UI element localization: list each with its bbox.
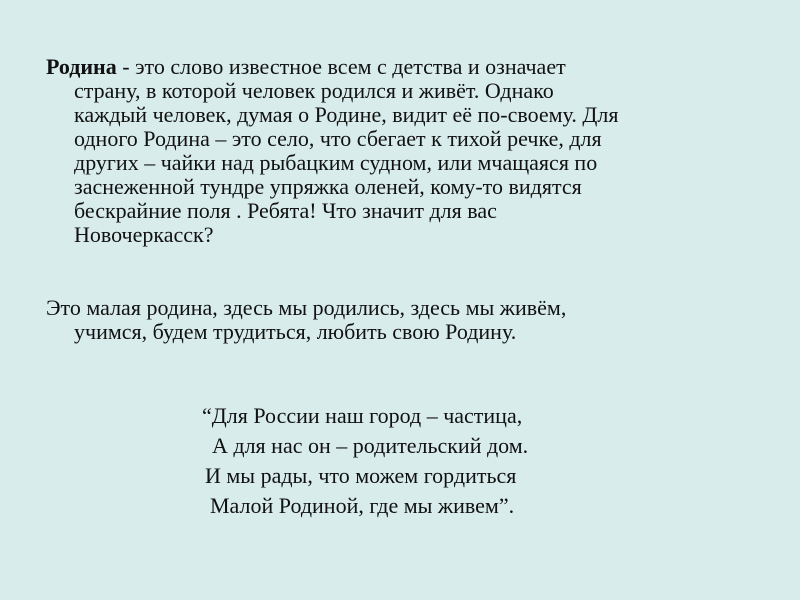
intro-line: заснеженной тундре упряжка оленей, кому-то видятся <box>74 174 582 199</box>
intro-line: Новочеркасск? <box>74 222 214 247</box>
poem-line: “Для России наш город – частица, <box>202 403 523 428</box>
small-homeland-line: Это малая родина, здесь мы родились, здесь мы живём, <box>46 295 567 320</box>
poem-line: А для нас он – родительский дом. <box>212 433 529 458</box>
intro-line: страну, в которой человек родился и живёт. Однако <box>74 78 554 103</box>
intro-line: бескрайние поля . Ребята! Что значит для вас <box>74 198 497 223</box>
intro-first-line <box>46 55 746 79</box>
poem-line: Малой Родиной, где мы живем”. <box>210 493 515 518</box>
bold-term: Родина <box>46 54 117 79</box>
intro-line: каждый человек, думая о Родине, видит её по-своему. Для <box>74 102 619 127</box>
intro-first-line-text: - это слово известное всем с детства и означает <box>116 54 566 79</box>
small-homeland-paragraph <box>46 296 746 344</box>
intro-line: других – чайки над рыбацким судном, или мчащаяся по <box>74 150 598 175</box>
poem-line: И мы рады, что можем гордиться <box>205 463 517 488</box>
poem-quote <box>0 401 800 521</box>
intro-paragraph <box>46 55 746 247</box>
small-homeland-line: учимся, будем трудиться, любить свою Родину. <box>74 319 517 344</box>
intro-line: одного Родина – это село, что сбегает к тихой речке, для <box>74 126 602 151</box>
